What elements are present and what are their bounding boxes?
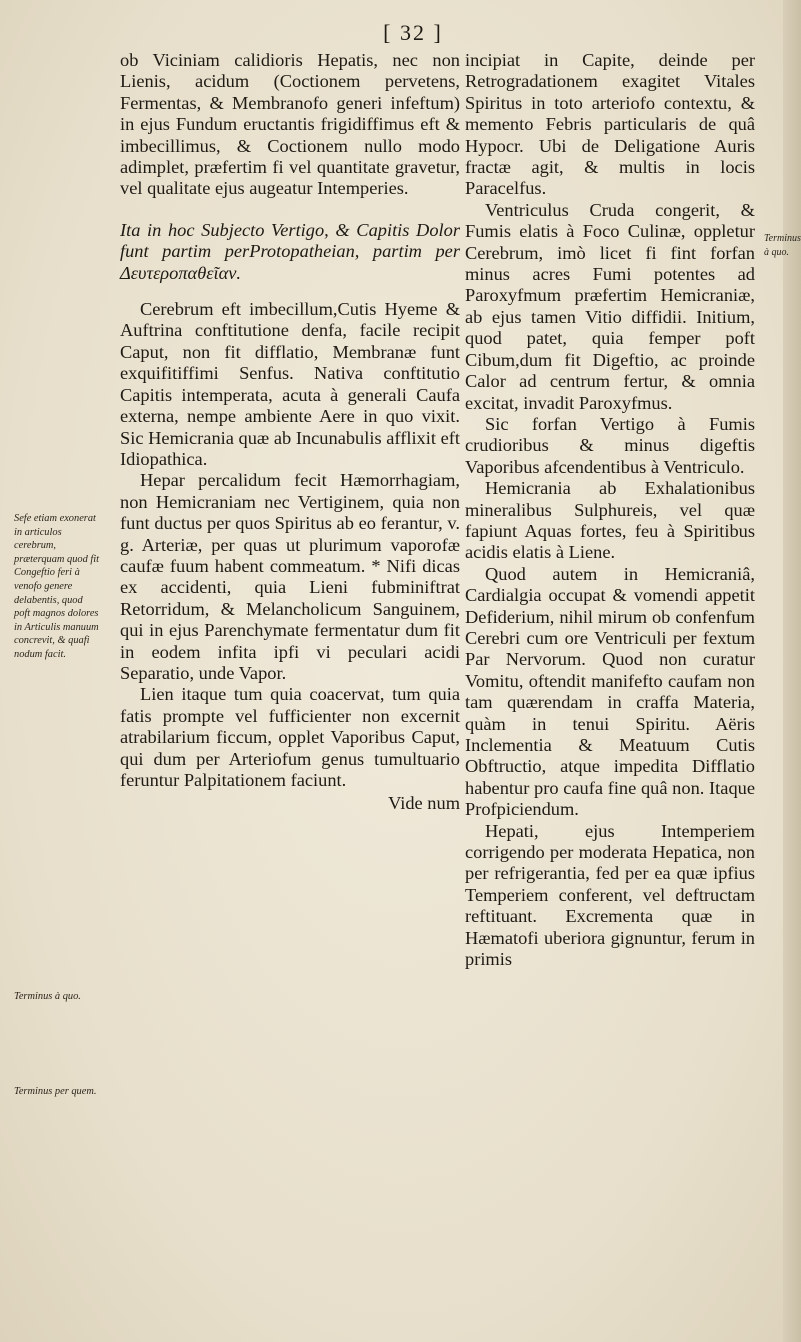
paragraph: Cerebrum eft imbecillum,Cutis Hyeme & Auftrina conftitutione denfa, facile recipit Caput, non fit difflatio, Membranæ funt exquifitiffimi Senfus. Nativa conftitutio Capitis intemperata, acuta à generali Caufa externa, nempe ambiente Aere in quo vixit. Sic Hemicrania quæ ab Incunabulis afflixit eft Idiopathica. xyxy=(120,299,460,469)
margin-note: Terminus à quo. xyxy=(14,991,81,1002)
paragraph: Quod autem in Hemicraniâ, Cardialgia occupat & vomendi appetit Defiderium, nihil mirum ob confenfum Cerebri cum ore Ventriculi per fextum Par Nervorum. Quod non curatur Vomitu, oftendit manifefto caufam non tam quærendam in craffa Materia, quàm in tenui Spiritu. Aëris Inclementia & Meatuum Cutis Obftructio, atque impedita Difflatio habentur pro caufa fine quâ non. Itaque Profpiciendum. xyxy=(465,563,755,820)
paragraph-italic-heading: Ita in hoc Subjecto Vertigo, & Capitis Dolor funt partim perProtopatheian, partim per Δευτεροπαθεῖαν. xyxy=(120,219,460,283)
page-number: [ 32 ] xyxy=(383,20,443,45)
page-edge xyxy=(783,0,801,1342)
paragraph: Hepar percalidum fecit Hæmorrhagiam, non Hemicraniam nec Vertiginem, quia non funt ductus per quos Spiritus ab eo ferantur, v. g. Arteriæ, per quas ut plurimum vaporofæ caufæ fuum habent commeatum. * Nifi dicas ex accidenti, quia Lieni fubminiftrat Retorridum, & Melancholicum Sanguinem, qui in ejus Parenchymate fermentatur dum fit in eodem infita ipfi vi peculari acidi Separatio, unde Vapor. xyxy=(120,470,460,683)
paragraph: Ventriculus Cruda congerit, & Fumis elatis à Foco Culinæ, oppletur Cerebrum, imò licet fi fint forfan minus acres Fumi potentes ad Paroxyfmum præfertim Hemicraniæ, ab ejus tamen Vitio diffidii. Initium, quod patet, quia femper poft Cibum,dum fit Digeftio, ac proinde Calor ad centrum fertur, & omnia excitat, invadit Paroxyfmus. xyxy=(465,199,755,413)
right-column xyxy=(465,50,755,970)
margin-note: Sefe etiam exonerat in articulos cerebrum, præterquam quod fit Congeftio feri à venofo genere delabentis, quod poft magnos dolores in Articulis manuum concrevit, & quafi nodum facit. xyxy=(14,513,100,660)
paragraph: ob Viciniam calidioris Hepatis, nec non Lienis, acidum (Coctionem pervetens, Fermentas, & Membranofo generi infeftum) in ejus Fundum eructantis frigidiffimus eft & imbecillimus, & Coctionem nullo modo adimplet, præfertim fi vel quantitate gravetur, vel qualitate ejus augeatur Intemperies. xyxy=(120,50,460,199)
paragraph: Hemicrania ab Exhalationibus mineralibus Sulphureis, vel quæ fapiunt Aquas fortes, feu à Spiritibus acidis elatis à Liene. xyxy=(465,478,755,563)
left-column xyxy=(120,50,460,815)
catchword: Vide num xyxy=(388,793,460,814)
paragraph: incipiat in Capite, deinde per Retrogradationem exagitet Vitales Spiritus in toto arteriofo contextu, & memento Febris particularis de quâ Hypocr. Ubi de Deligatione Auris fractæ agit, & multis in locis Paracelfus. xyxy=(465,50,755,199)
paragraph: Sic forfan Vertigo à Fumis crudioribus & minus digeftis Vaporibus afcendentibus à Ventriculo. xyxy=(465,413,755,477)
margin-note: Terminus per quem. xyxy=(14,1086,97,1097)
paragraph: Lien itaque tum quia coacervat, tum quia fatis prompte vel fufficienter non excernit atrabilarium ficcum, opplet Vaporibus Caput, qui dum per Arteriofum genus tumultuario feruntur Palpitationem faciunt. xyxy=(120,684,460,790)
margin-note: Terminus à quo. xyxy=(764,233,801,258)
paragraph: Hepati, ejus Intemperiem corrigendo per moderata Hepatica, non per refrigerantia, fed per ea quæ ipfius Temperiem conferent, vel deftructam reftituant. Excrementa quæ in Hæmatofi uberiora gignuntur, ferum in primis xyxy=(465,820,755,970)
